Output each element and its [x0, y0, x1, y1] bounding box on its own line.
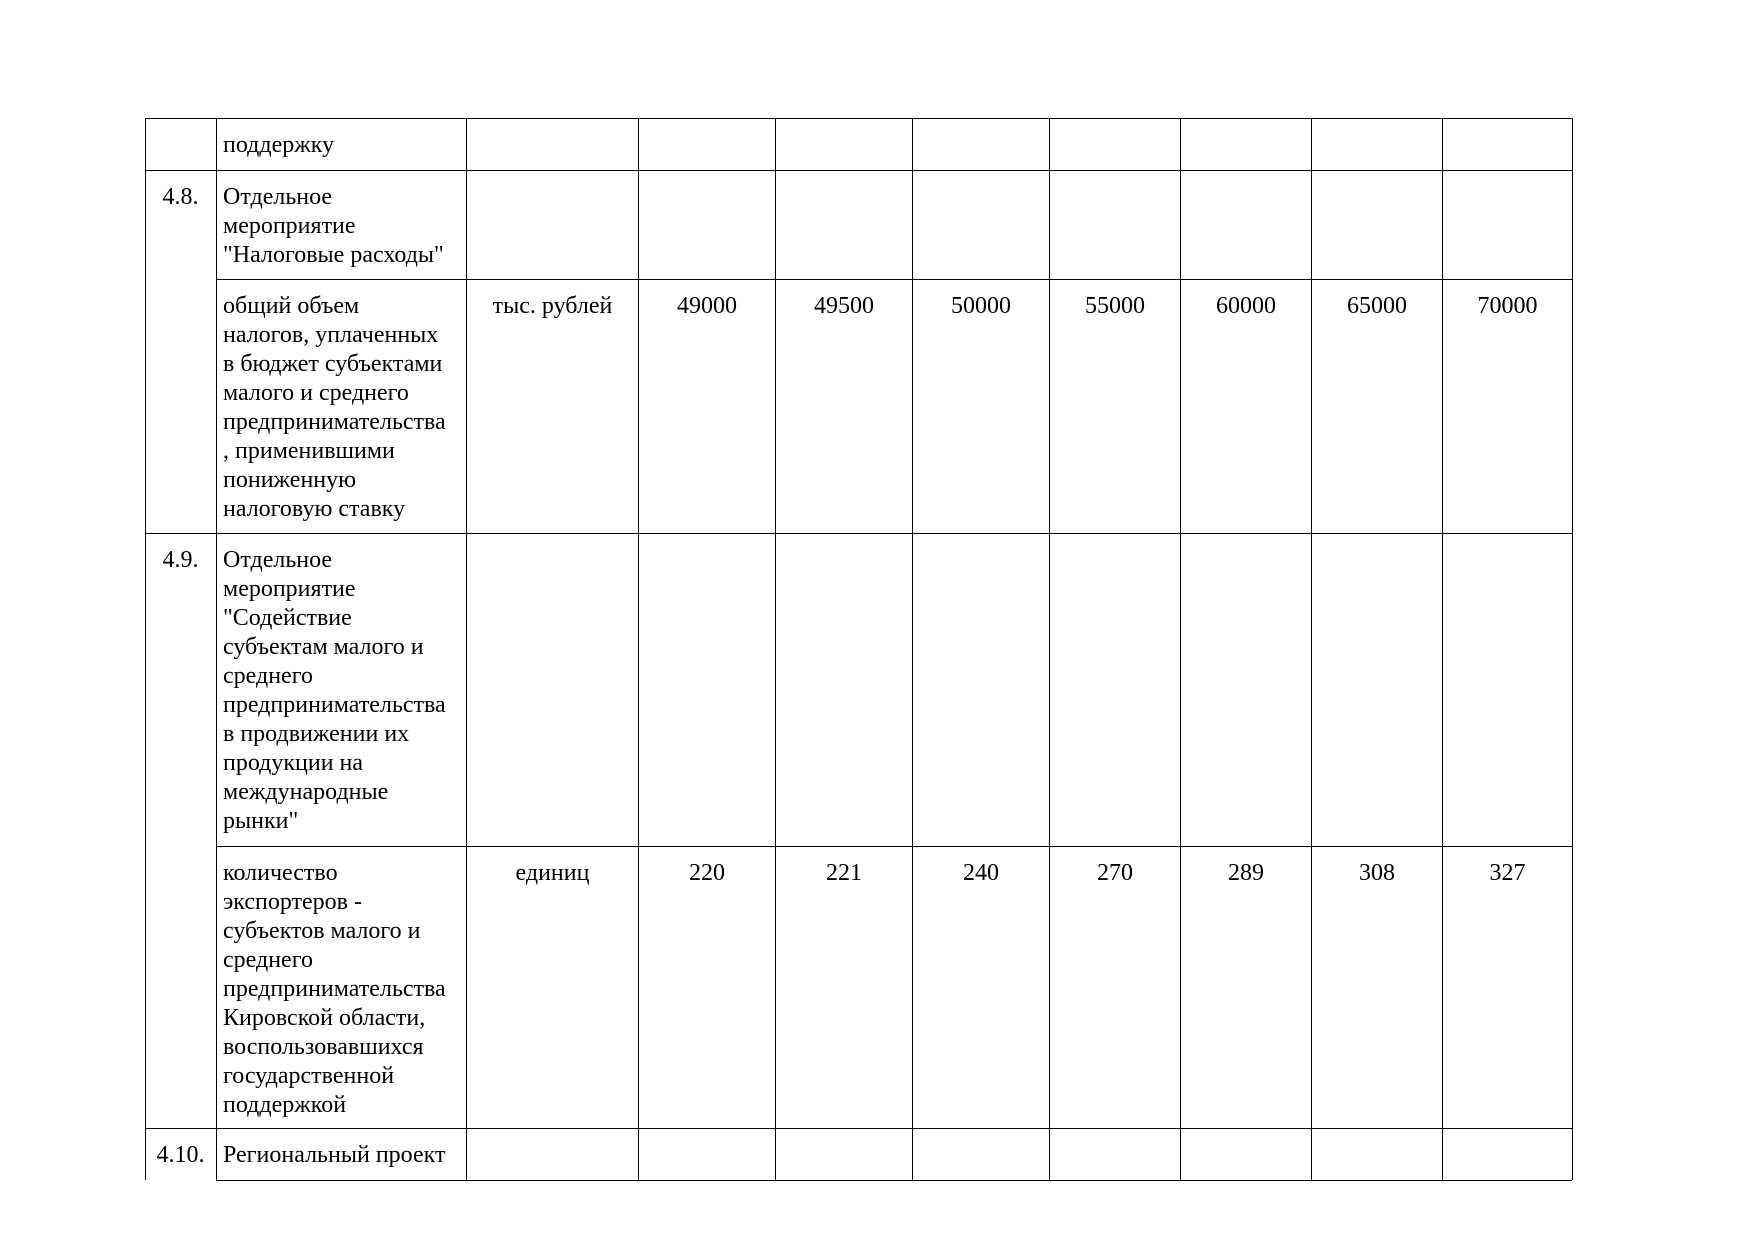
row-4-9-value-2: 221: [826, 860, 862, 886]
row-divider: [216, 279, 1572, 280]
row-4-9-value-4: 270: [1097, 860, 1133, 886]
row-number-4-10: 4.10.: [156, 1142, 205, 1168]
row-4-8-value-5: 60000: [1216, 293, 1276, 319]
column-divider: [1049, 118, 1050, 1180]
column-divider: [638, 118, 639, 1180]
table-border-bottom: [216, 1180, 1572, 1181]
row-4-9-value-6: 308: [1359, 860, 1395, 886]
row-4-8-value-6: 65000: [1347, 293, 1407, 319]
row-4-8-value-3: 50000: [951, 293, 1011, 319]
row-4-8-value-1: 49000: [677, 293, 737, 319]
row-4-9-value-3: 240: [963, 860, 999, 886]
column-divider: [1442, 118, 1443, 1180]
row-4-9-value-5: 289: [1228, 860, 1264, 886]
row-4-9-value-7: 327: [1489, 860, 1526, 886]
row-4-9-unit: единиц: [515, 860, 590, 886]
table-border-left: [145, 118, 146, 1180]
row-number-4-8: 4.8.: [162, 184, 199, 210]
column-divider: [466, 118, 467, 1180]
row-divider: [216, 846, 1572, 847]
row-4-8-title: Отдельное мероприятие "Налоговые расходы": [223, 184, 444, 268]
row-4-8-value-7: 70000: [1477, 293, 1538, 319]
column-divider: [1311, 118, 1312, 1180]
row-4-8-indicator-name: общий объем налогов, уплаченных в бюджет субъектами малого и среднего предпринимательства , применившими пониженную налоговую ставку: [223, 293, 446, 522]
row-divider: [145, 170, 1572, 171]
column-divider: [1180, 118, 1181, 1180]
continued-name-cell: поддержку: [223, 132, 335, 158]
row-divider: [145, 1128, 1572, 1129]
row-4-8-value-4: 55000: [1085, 293, 1145, 319]
row-4-9-indicator-name: количество экспортеров - субъектов малого и среднего предпринимательства Кировской области, воспользовавшихся государственной поддержкой: [223, 860, 446, 1118]
column-divider: [216, 118, 217, 1180]
column-divider: [775, 118, 776, 1180]
row-4-8-unit: тыс. рублей: [492, 293, 613, 319]
row-number-4-9: 4.9.: [162, 547, 199, 573]
column-divider: [912, 118, 913, 1180]
row-4-9-value-1: 220: [689, 860, 725, 886]
table-border-top: [145, 118, 1572, 119]
row-divider: [145, 533, 1572, 534]
row-4-9-title: Отдельное мероприятие "Содействие субъектам малого и среднего предпринимательства в продвижении их продукции на международные рынки": [223, 547, 446, 834]
table-border-right: [1572, 118, 1573, 1180]
row-4-10-title: Региональный проект: [223, 1142, 446, 1168]
row-4-8-value-2: 49500: [814, 293, 874, 319]
